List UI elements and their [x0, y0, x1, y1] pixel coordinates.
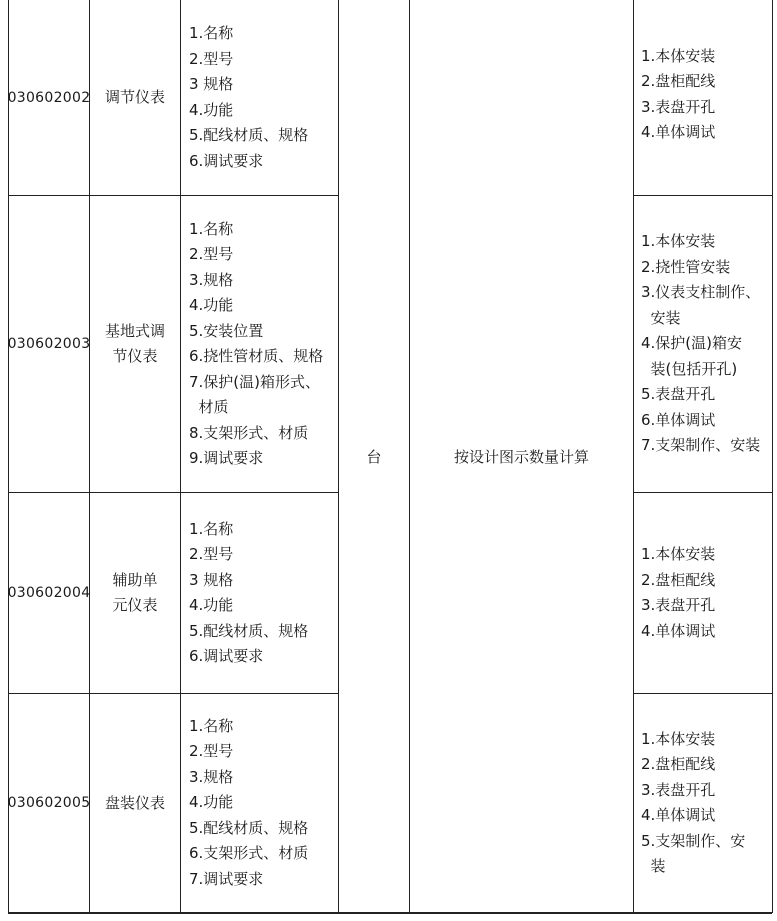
unit-cell: 台 [366, 447, 382, 466]
row2-work-7: 7.支架制作、安装 [641, 436, 761, 455]
row3-feature-6: 6.调试要求 [189, 647, 264, 665]
row2-feature-9: 9.调试要求 [189, 449, 264, 467]
col-line-5 [633, 0, 634, 913]
row2-feature-1: 1.名称 [189, 219, 234, 238]
row3-work-1: 1.本体安装 [641, 545, 716, 563]
row2-name-line2: 节仪表 [112, 347, 158, 365]
row2-work-5: 5.表盘开孔 [641, 385, 716, 404]
row4-feature-7: 7.调试要求 [189, 869, 264, 888]
row4-work-5b: 装 [641, 857, 666, 875]
row4-work-1: 1.本体安装 [641, 729, 716, 748]
row4-feature-1: 1.名称 [189, 716, 234, 735]
row4-feature-6: 6.支架形式、材质 [189, 844, 309, 863]
row3-feature-5: 5.配线材质、规格 [189, 621, 309, 640]
row1-work-1: 1.本体安装 [641, 46, 716, 65]
row2-features [189, 196, 337, 492]
row4-work-4: 4.单体调试 [641, 806, 716, 824]
row3-code: 030602004 [7, 585, 91, 601]
row4-work-3: 3.表盘开孔 [641, 780, 716, 799]
row3-work-4: 4.单体调试 [641, 621, 716, 640]
row2-feature-7b: 材质 [189, 398, 229, 416]
row1-work-3: 3.表盘开孔 [641, 97, 716, 116]
row1-feature-1: 1.名称 [189, 24, 234, 42]
row3-name-line1: 辅助单 [112, 571, 158, 589]
col-line-6 [772, 0, 773, 913]
row1-feature-5: 5.配线材质、规格 [189, 126, 309, 144]
row1-features [189, 0, 337, 195]
col-line-2 [180, 0, 181, 913]
row2-work-3b: 安装 [641, 308, 681, 327]
row2-feature-8: 8.支架形式、材质 [189, 423, 309, 442]
row3-name-line2: 元仪表 [112, 596, 158, 614]
row3-work [641, 493, 771, 693]
row2-work-3: 3.仪表支柱制作、 [641, 283, 761, 302]
row2-name [90, 196, 180, 492]
row3-work-3: 3.表盘开孔 [641, 596, 716, 614]
row4-work [641, 694, 771, 912]
row3-features [189, 493, 337, 693]
row1-work [641, 0, 771, 195]
row1-work-4: 4.单体调试 [641, 123, 716, 141]
row4-work-5: 5.支架制作、安 [641, 831, 746, 850]
row2-code: 030602003 [7, 336, 91, 352]
row1-name [90, 0, 180, 195]
calc-rule-cell: 按设计图示数量计算 [453, 447, 589, 466]
row2-name-line1: 基地式调 [104, 322, 165, 340]
row2-work-6: 6.单体调试 [641, 410, 716, 429]
row2-work-2: 2.挠性管安装 [641, 257, 731, 276]
row2-feature-4: 4.功能 [189, 296, 234, 314]
row2-work-4b: 装(包括开孔) [641, 359, 738, 378]
row2-work-4: 4.保护(温)箱安 [641, 334, 743, 353]
row3-feature-2: 2.型号 [189, 545, 234, 563]
row4-code: 030602005 [7, 795, 91, 811]
row1-code: 030602002 [7, 89, 91, 106]
row3-feature-3: 3 规格 [189, 570, 234, 589]
row1-feature-3: 3 规格 [189, 75, 234, 93]
row4-feature-3: 3.规格 [189, 767, 234, 786]
row3-feature-1: 1.名称 [189, 519, 234, 538]
row2-feature-6: 6.挠性管材质、规格 [189, 347, 324, 365]
row4-work-2: 2.盘柜配线 [641, 755, 716, 773]
row3-feature-4: 4.功能 [189, 596, 234, 614]
row4-feature-2: 2.型号 [189, 742, 234, 761]
row1-work-2: 2.盘柜配线 [641, 72, 716, 90]
row2-feature-7: 7.保护(温)箱形式、 [189, 372, 321, 391]
row2-feature-5: 5.安装位置 [189, 321, 264, 340]
row4-feature-5: 5.配线材质、规格 [189, 818, 309, 837]
bottom-line [8, 912, 772, 914]
row2-work [641, 196, 771, 492]
row2-work-1: 1.本体安装 [641, 232, 716, 251]
row1-feature-2: 2.型号 [189, 49, 234, 68]
row3-work-2: 2.盘柜配线 [641, 570, 716, 589]
row4-features [189, 694, 337, 912]
row4-feature-4: 4.功能 [189, 793, 234, 812]
row1-feature-4: 4.功能 [189, 100, 234, 119]
row4-name [90, 694, 180, 912]
row2-feature-3: 3.规格 [189, 270, 234, 289]
row2-feature-2: 2.型号 [189, 245, 234, 263]
row4-name-line1: 盘装仪表 [104, 793, 165, 812]
row3-name [90, 493, 180, 693]
row1-feature-6: 6.调试要求 [189, 151, 264, 170]
row1-name-line1: 调节仪表 [104, 88, 165, 106]
